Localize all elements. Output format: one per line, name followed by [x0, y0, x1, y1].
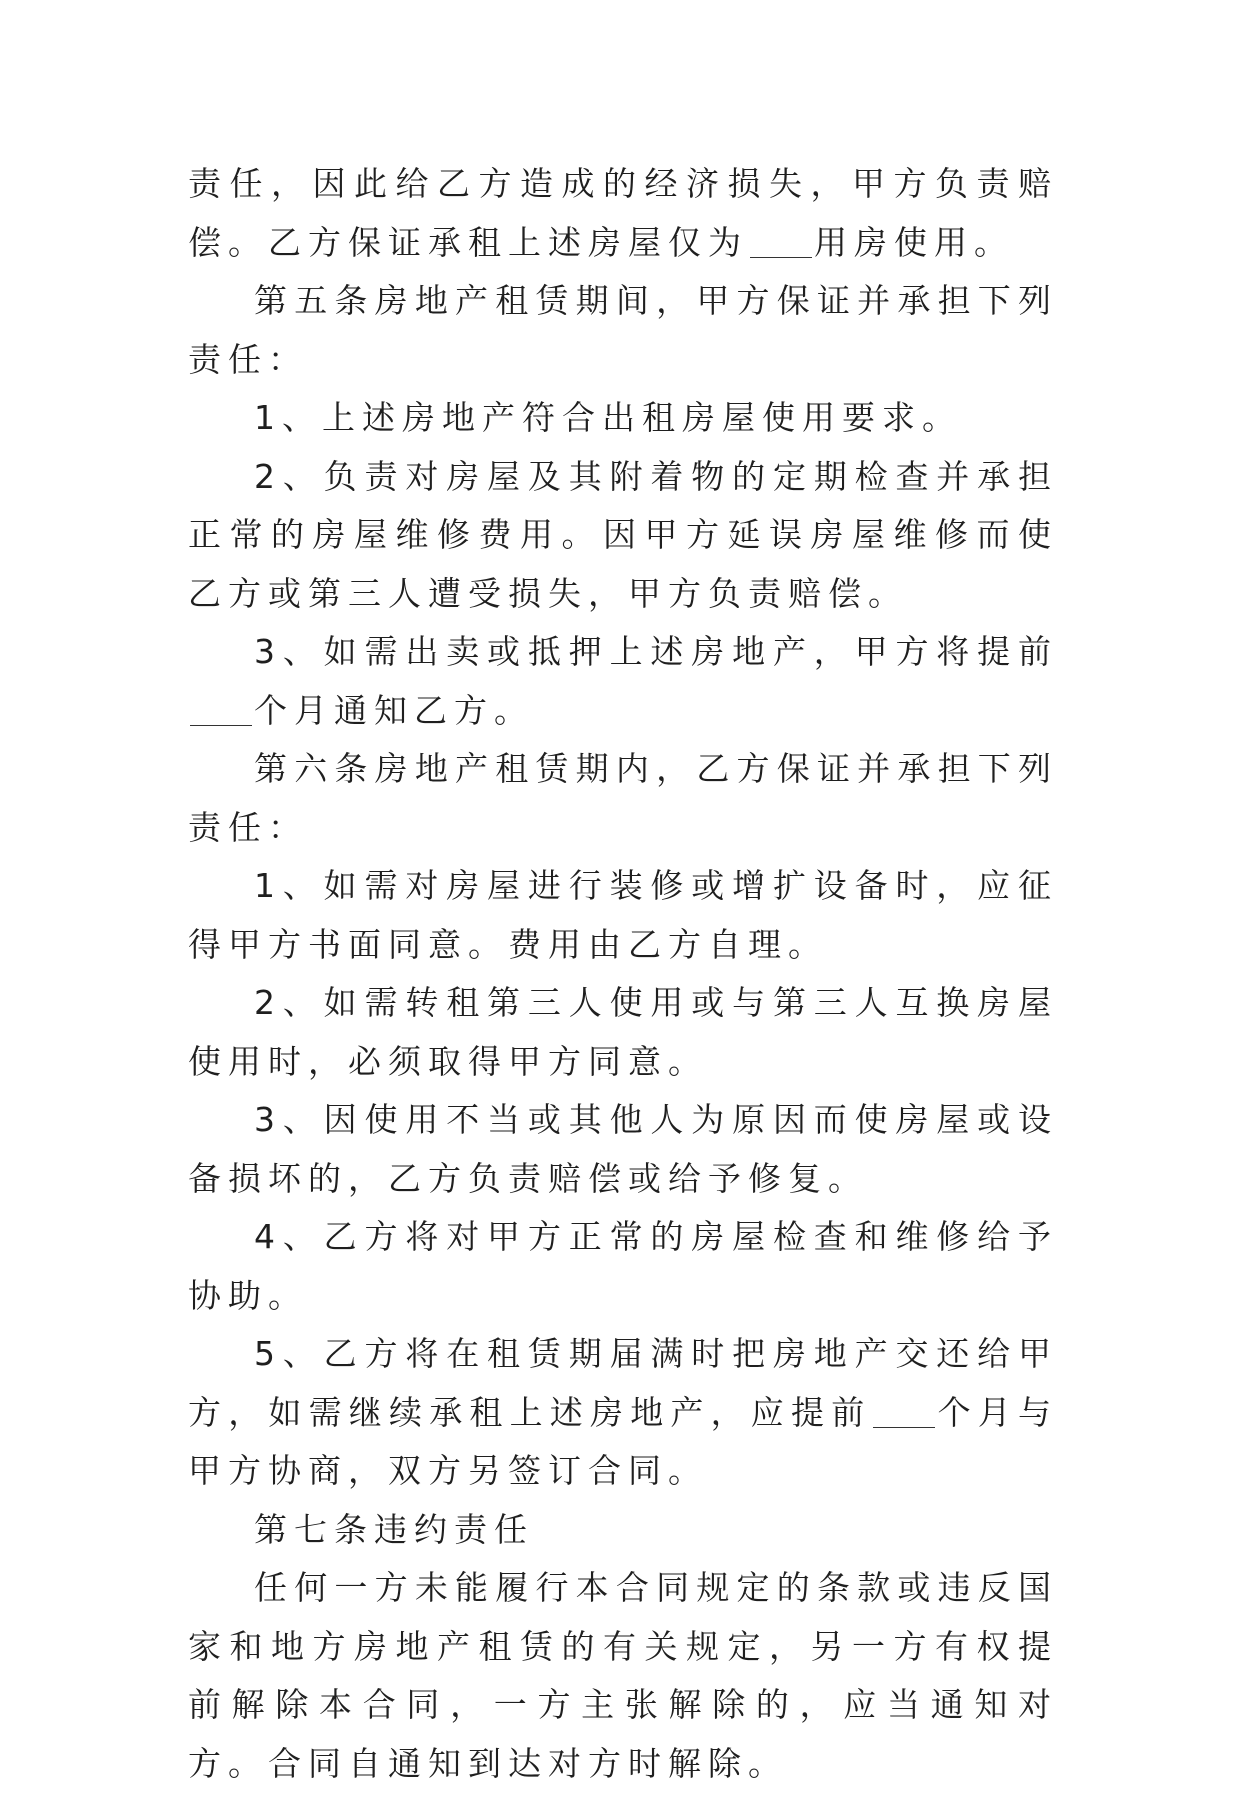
- paragraph-text: 第五条房地产租赁期间，甲方保证并承担下列责任：: [188, 281, 1058, 379]
- fill-in-blank: [873, 1394, 935, 1428]
- paragraph-text: 个月与甲方协商，双方另签订合同。: [188, 1392, 1059, 1490]
- article-five-item-1: [188, 389, 1058, 448]
- article-six-item-2: [188, 974, 1058, 1091]
- article-five-item-2: [188, 448, 1058, 624]
- article-five-item-3: [188, 623, 1058, 740]
- fill-in-blank: [750, 224, 812, 258]
- paragraph-text: 4、乙方将对甲方正常的房屋检查和维修给予协助。: [188, 1217, 1058, 1315]
- article-seven-body: [188, 1559, 1058, 1793]
- paragraph-text: 1、如需对房屋进行装修或增扩设备时，应征得甲方书面同意。费用由乙方自理。: [188, 866, 1058, 964]
- document-body: [188, 155, 1058, 1793]
- article-six-item-3: [188, 1091, 1058, 1208]
- paragraph-text: 5、乙方将在租赁期届满时把房地产交还给甲方，如需继续承租上述房地产，应提前: [188, 1334, 1058, 1432]
- article-seven-heading: [188, 1501, 1058, 1560]
- paragraph-text: 3、因使用不当或其他人为原因而使房屋或设备损坏的，乙方负责赔偿或给予修复。: [188, 1100, 1058, 1198]
- paragraph-text: 用房使用。: [814, 222, 1014, 262]
- paragraph-text: 第六条房地产租赁期内，乙方保证并承担下列责任：: [188, 749, 1058, 847]
- paragraph-text: 第七条违约责任: [254, 1509, 534, 1549]
- fill-in-blank: [190, 692, 252, 726]
- paragraph-text: 1、上述房地产符合出租房屋使用要求。: [254, 398, 962, 437]
- article-six-heading: [188, 740, 1058, 857]
- paragraph-text: 2、如需转租第三人使用或与第三人互换房屋使用时，必须取得甲方同意。: [188, 983, 1058, 1081]
- article-six-item-5: [188, 1325, 1058, 1501]
- article-five-heading: [188, 272, 1058, 389]
- article-six-item-4: [188, 1208, 1058, 1325]
- paragraph-text: 责任，因此给乙方造成的经济损失，甲方负责赔偿。乙方保证承租上述房屋仅为: [188, 164, 1058, 262]
- article-six-item-1: [188, 857, 1058, 974]
- paragraph-text: 3、如需出卖或抵押上述房地产，甲方将提前: [254, 632, 1058, 671]
- paragraph-text: 个月通知乙方。: [254, 690, 534, 730]
- paragraph-text: 2、负责对房屋及其附着物的定期检查并承担正常的房屋维修费用。因甲方延误房屋维修而使乙方或第三人遭受损失，甲方负责赔偿。: [188, 456, 1058, 613]
- paragraph-text: 任何一方未能履行本合同规定的条款或违反国家和地方房地产租赁的有关规定，另一方有权提前解除本合同，一方主张解除的，应当通知对方。合同自通知到达对方时解除。: [188, 1568, 1058, 1783]
- paragraph-continued-liability: [188, 155, 1058, 272]
